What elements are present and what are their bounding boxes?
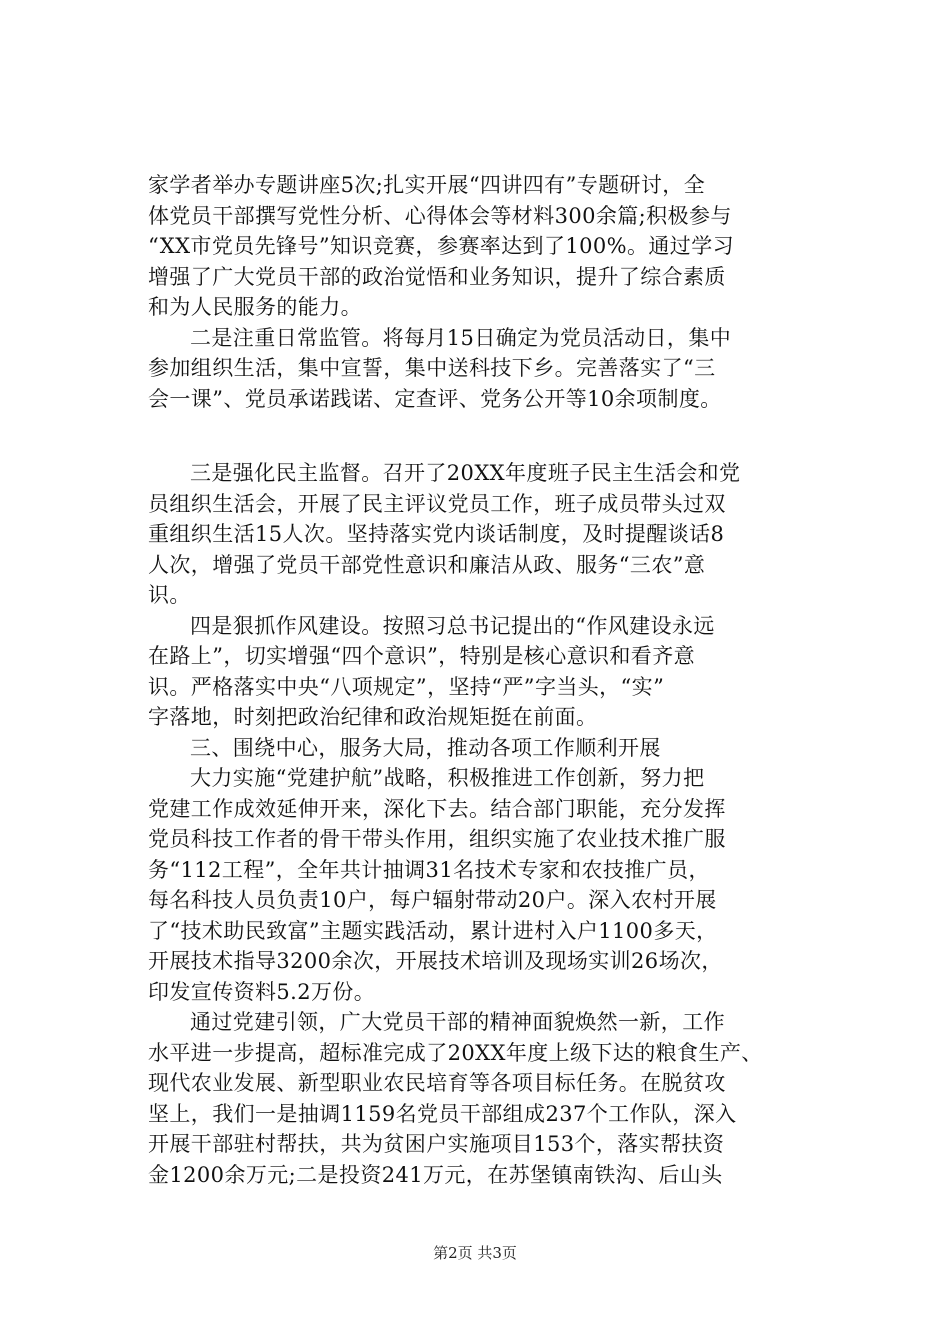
document-body	[148, 170, 838, 1190]
text-line: 水平进一步提高，超标准完成了20XX年度上级下达的粮食生产、	[148, 1040, 763, 1065]
text-line: 员组织生活会，开展了民主评议党员工作，班子成员带头过双	[148, 491, 726, 516]
text-line: 识。严格落实中央“八项规定”，坚持“严”字当头，“实”	[148, 674, 665, 699]
text-line: 党建工作成效延伸开来，深化下去。结合部门职能，充分发挥	[148, 796, 726, 821]
text-line: “XX市党员先锋号”知识竞赛，参赛率达到了100%。通过学习	[148, 234, 734, 258]
text-line: 体党员干部撰写党性分析、心得体会等材料300余篇;积极参与	[148, 203, 732, 228]
text-line: 识。	[148, 583, 191, 607]
paragraph-6	[148, 1007, 838, 1190]
text-line: 印发宣传资料5.2万份。	[148, 979, 376, 1004]
paragraph-3	[148, 458, 838, 611]
text-line: 重组织生活15人次。坚持落实党内谈话制度，及时提醒谈话8	[148, 522, 725, 546]
text-line: 字落地，时刻把政治纪律和政治规矩挺在前面。	[148, 705, 598, 729]
text-line: 在路上”，切实增强“四个意识”，特别是核心意识和看齐意	[148, 644, 696, 668]
paragraph-1	[148, 170, 838, 323]
text-line: 增强了广大党员干部的政治觉悟和业务知识，提升了综合素质	[148, 264, 726, 289]
text-line: 现代农业发展、新型职业农民培育等各项目标任务。在脱贫攻	[148, 1071, 726, 1095]
text-line: 开展技术指导3200余次，开展技术培训及现场实训26场次，	[148, 949, 723, 973]
heading-line: 三、围绕中心，服务大局，推动各项工作顺利开展	[190, 735, 661, 760]
text-line: 四是狠抓作风建设。按照习总书记提出的“作风建设永远	[190, 613, 715, 638]
paragraph-2	[148, 323, 838, 415]
text-line: 人次，增强了党员干部党性意识和廉洁从政、服务“三农”意	[148, 552, 706, 577]
text-line: 务“112工程”，全年共计抽调31名技术专家和农技推广员，	[148, 857, 710, 882]
text-line: 通过党建引领，广大党员干部的精神面貌焕然一新，工作	[190, 1010, 725, 1034]
text-line: 参加组织生活，集中宣誓，集中送科技下乡。完善落实了“三	[148, 356, 716, 380]
paragraph-5	[148, 763, 838, 1007]
page-number-footer: 第2页 共3页	[433, 1244, 517, 1262]
text-line: 坚上，我们一是抽调1159名党员干部组成237个工作队，深入	[148, 1101, 737, 1126]
section-heading	[148, 733, 838, 764]
text-line: 开展干部驻村帮扶，共为贫困户实施项目153个，落实帮扶资	[148, 1132, 725, 1156]
paragraph-4	[148, 611, 838, 733]
text-line: 大力实施“党建护航”战略，积极推进工作创新，努力把	[190, 766, 705, 790]
text-line: 金1200余万元;二是投资241万元，在苏堡镇南铁沟、后山头	[148, 1162, 723, 1187]
text-line: 二是注重日常监管。将每月15日确定为党员活动日，集中	[190, 325, 732, 350]
text-line: 和为人民服务的能力。	[148, 295, 362, 319]
text-line: 三是强化民主监督。召开了20XX年度班子民主生活会和党	[190, 461, 741, 485]
text-line: 了“技术助民致富”主题实践活动，累计进村入户1100多天，	[148, 918, 718, 943]
text-line: 家学者举办专题讲座5次;扎实开展“四讲四有”专题研讨，全	[148, 173, 706, 197]
text-line: 会一课”、党员承诺践诺、定查评、党务公开等10余项制度。	[148, 386, 722, 411]
paragraph-spacer	[148, 414, 838, 458]
text-line: 党员科技工作者的骨干带头作用，组织实施了农业技术推广服	[148, 827, 726, 851]
text-line: 每名科技人员负责10户，每户辐射带动20户。深入农村开展	[148, 888, 717, 912]
